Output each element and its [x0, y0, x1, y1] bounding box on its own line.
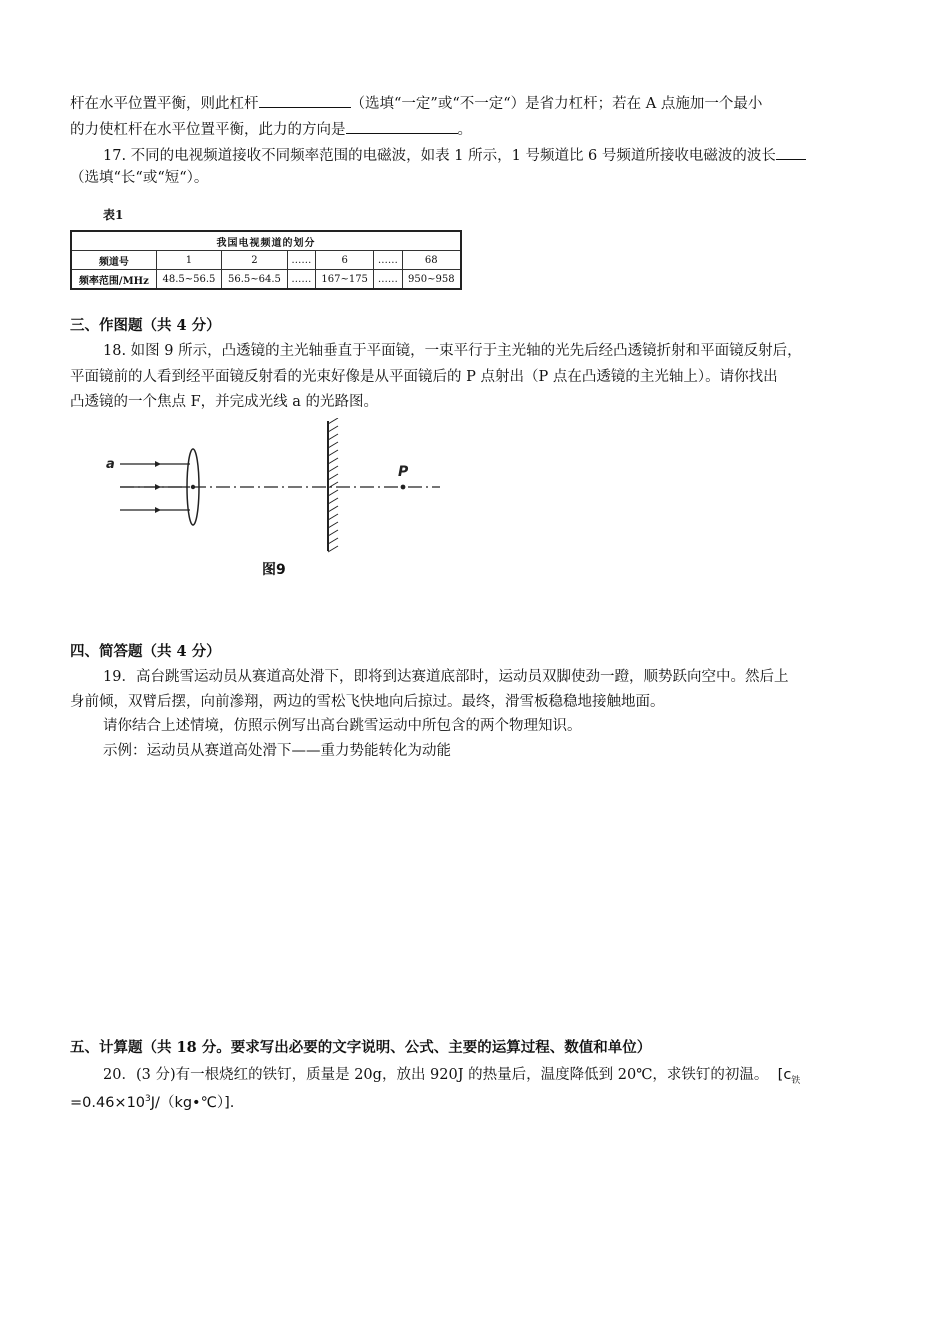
q20-text: =0.46×10: [70, 1094, 146, 1111]
table-row-header: 频率范围/MHz: [71, 270, 156, 290]
q17-line-2: [70, 168, 208, 188]
point-p-label: P: [398, 464, 409, 480]
q18-line-1: 18. 如图 9 所示，凸透镜的主光轴垂直于平面镜，一束平行于主光轴的光先后经凸透镜折射和平面镜反射后，: [103, 343, 802, 359]
table-cell: 68: [402, 251, 461, 270]
table-cell: 2: [222, 251, 288, 270]
point-p-dot: [401, 485, 406, 490]
table-cell: 6: [315, 251, 373, 270]
q20-subscript: 铁: [791, 1075, 801, 1086]
arrow-icon: [155, 484, 161, 490]
arrow-icon: [155, 461, 161, 467]
figure-9-caption: 图9: [262, 562, 286, 578]
q16-line-2: [70, 118, 472, 140]
table-caption: 表1: [103, 208, 124, 222]
q19-line-2: 身前倾，双臂后摆，向前滲翔，两边的雪松飞快地向后掠过。最终，滑雪板稳稳地接触地面。: [70, 694, 665, 710]
q19-line-3: 请你结合上述情境，仿照示例写出高台跳雪运动中所包含的两个物理知识。: [103, 718, 582, 734]
table-cell: 1: [156, 251, 222, 270]
q16-text: （选填“一定”或“不一定“）是省力杠杆；若在 A 点施加一个最小: [350, 96, 763, 112]
table-cell: 56.5~64.5: [222, 270, 288, 290]
q16-line-1: [70, 92, 762, 114]
table-cell: ……: [287, 270, 315, 290]
q17-answer-blank[interactable]: [776, 144, 806, 160]
q19-line-1: 19．高台跳雪运动员从赛道高处滑下，即将到达赛道底部时，运动员双脚使劲一蹬，顺势跃向空中。然后上: [103, 669, 789, 685]
q17-text: （选填“长“或“短“）。: [70, 170, 209, 186]
q16-answer-blank-2[interactable]: [346, 118, 458, 134]
section-5-heading: 五、计算题（共 18 分。要求写出必要的文字说明、公式、主要的运算过程、数值和单位）: [70, 1039, 652, 1056]
q20-specific-heat-symbol: [c: [777, 1067, 792, 1083]
table-cell: 950~958: [402, 270, 461, 290]
q16-answer-blank-1[interactable]: [259, 92, 351, 108]
figure-9-diagram: [100, 418, 450, 558]
tv-channel-table: [70, 230, 462, 290]
q16-text: 杆在水平位置平衡，则此杠杆: [70, 96, 259, 112]
table-cell: 48.5~56.5: [156, 270, 222, 290]
q16-text: 的力使杠杆在水平位置平衡，此力的方向是: [70, 122, 346, 138]
q20-text: J/（kg•℃）].: [150, 1094, 235, 1111]
q20-text: 20．(3 分)有一根烧红的铁钉，质量是 20g，放出 920J 的热量后，温度降低到 20℃，求铁钉的初温。: [103, 1067, 769, 1083]
lens-center-dot: [191, 485, 195, 489]
q19-example: 示例：运动员从赛道高处滑下——重力势能转化为动能: [103, 743, 451, 759]
ray-a-label: a: [106, 457, 115, 472]
q20-line-1: [103, 1065, 800, 1091]
table-row: [71, 270, 461, 290]
q18-line-3: 凸透镜的一个焦点 F，并完成光线 a 的光路图。: [70, 394, 379, 410]
table-title: 我国电视频道的划分: [71, 231, 461, 251]
table-row-header: 频道号: [71, 251, 156, 270]
q20-exponent: 3: [145, 1094, 151, 1104]
q17-text: 17. 不同的电视频道接收不同频率范围的电磁波，如表 1 所示，1 号频道比 6 号频道所接收电磁波的波长: [103, 148, 776, 164]
table-cell: ……: [287, 251, 315, 270]
q17-line-1: [103, 144, 806, 166]
q18-line-2: 平面镜前的人看到经平面镜反射看的光束好像是从平面镜后的 P 点射出（P 点在凸透镜的主光轴上）。请你找出: [70, 369, 778, 385]
table-cell: ……: [374, 270, 402, 290]
q20-line-2: [70, 1089, 234, 1113]
q16-text: 。: [457, 122, 472, 138]
mirror-hatching: [328, 418, 338, 552]
table-row: [71, 251, 461, 270]
table-cell: 167~175: [315, 270, 373, 290]
section-4-heading: 四、简答题（共 4 分）: [70, 643, 221, 660]
table-cell: ……: [374, 251, 402, 270]
section-3-heading: 三、作图题（共 4 分）: [70, 317, 221, 334]
arrow-icon: [155, 507, 161, 513]
